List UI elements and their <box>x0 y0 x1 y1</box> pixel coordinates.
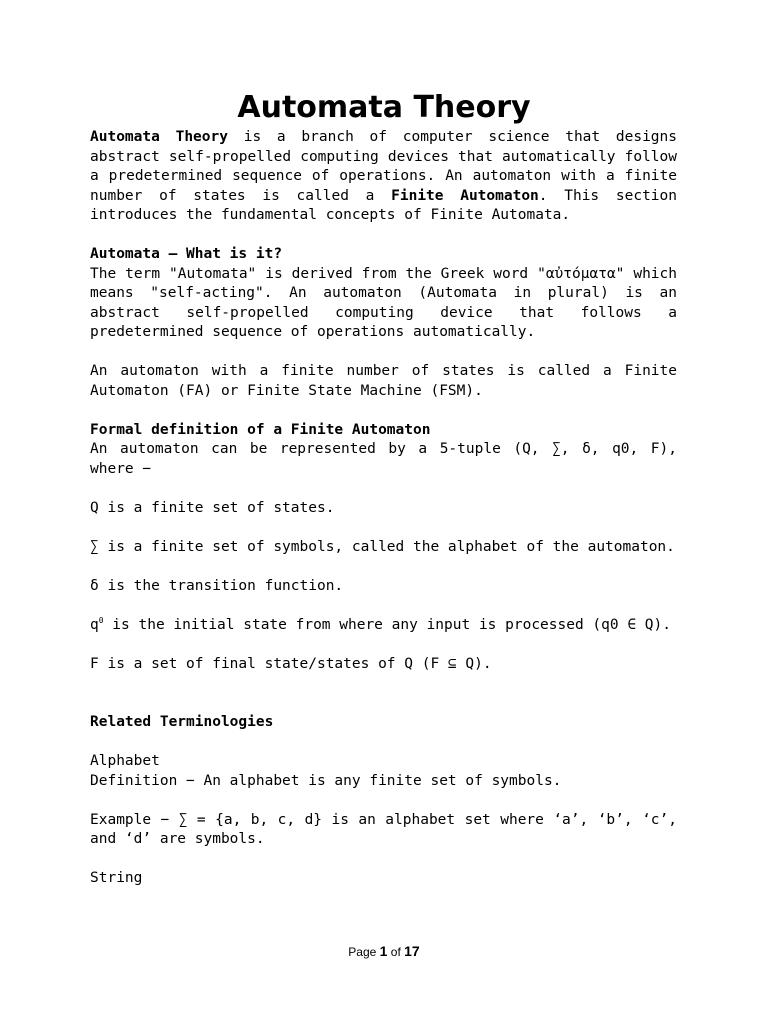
intro-paragraph <box>90 128 677 226</box>
footer-current-page: 1 <box>379 943 388 959</box>
alphabet-example: Example − ∑ = {a, b, c, d} is an alphabet set where ‘a’, ‘b’, ‘c’, and ‘d’ are symbols. <box>90 811 677 847</box>
document-title: Automata Theory <box>237 90 531 125</box>
alphabet-label: Alphabet <box>90 753 160 769</box>
footer-page-word: Page <box>348 945 380 959</box>
formal-item-sigma: ∑ is a finite set of symbols, called the alphabet of the automaton. <box>90 538 675 555</box>
footer-total-pages: 17 <box>404 943 420 959</box>
formal-item-q: Q is a finite set of states. <box>90 499 335 516</box>
intro-text-1: is a branch of computer science that designs abstract self-propelled computing devices that automatically follow a predetermined sequence of operations. An automaton with a finite number of states is called a <box>90 129 677 204</box>
q0-prefix: q <box>90 616 99 633</box>
what-paragraph-2: An automaton with a finite number of states is called a Finite Automaton (FA) or Finite State Machine (FSM). <box>90 363 677 399</box>
what-paragraph-1: The term "Automata" is derived from the Greek word "αὐτόματα" which means "self-acting". An automaton (Automata in plural) is an abstract self-propelled computing device that follows a predetermined sequence of operations automatically. <box>90 265 677 340</box>
section-heading-related: Related Terminologies <box>90 714 274 730</box>
document-body <box>90 128 677 889</box>
section-heading-formal: Formal definition of a Finite Automaton <box>90 421 431 438</box>
q0-text: is the initial state from where any input is processed (q0 ∈ Q). <box>103 616 671 633</box>
formal-intro: An automaton can be represented by a 5-tuple (Q, ∑, δ, q0, F), where − <box>90 441 677 477</box>
page-footer <box>0 943 768 960</box>
q0-superscript: 0 <box>98 615 104 625</box>
intro-bold-fa: Finite Automaton <box>391 187 539 204</box>
intro-bold-term: Automata Theory <box>90 129 228 145</box>
formal-item-f: F is a set of final state/states of Q (F ⊆ Q). <box>90 655 492 672</box>
formal-item-q0 <box>90 616 677 636</box>
alphabet-definition: Definition − An alphabet is any finite set of symbols. <box>90 772 562 789</box>
formal-item-delta: δ is the transition function. <box>90 577 344 594</box>
section-heading-what: Automata – What is it? <box>90 246 283 262</box>
footer-of-word: of <box>387 945 405 959</box>
intro-text-2: . This section introduces the fundamental concepts of Finite Automata. <box>90 187 677 223</box>
string-label: String <box>90 870 143 886</box>
